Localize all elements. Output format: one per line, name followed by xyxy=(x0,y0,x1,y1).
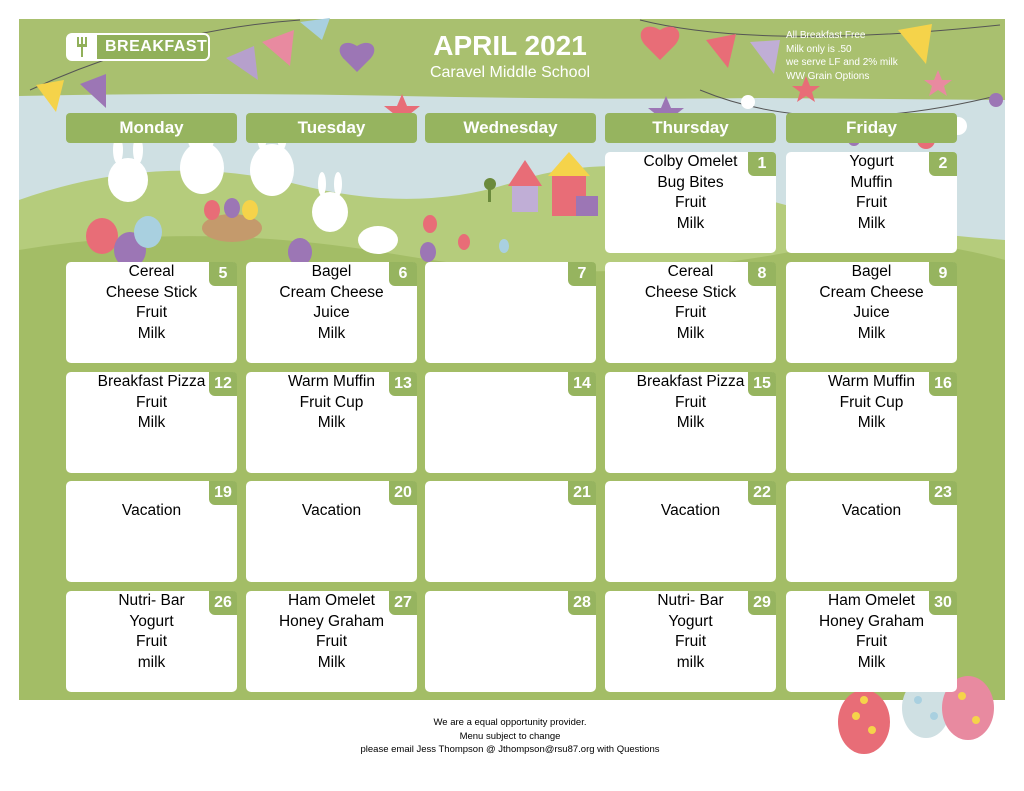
menu-item: Milk xyxy=(317,653,346,671)
menu-item: Cheese Stick xyxy=(644,283,737,301)
breakfast-notes xyxy=(786,29,986,83)
day-cell xyxy=(66,481,237,582)
menu-item: Milk xyxy=(317,324,346,342)
day-number: 29 xyxy=(748,591,776,615)
menu-items xyxy=(66,591,237,673)
menu-item: Bagel xyxy=(311,263,352,280)
day-number: 6 xyxy=(389,262,417,286)
note-line: WW Grain Options xyxy=(786,70,870,82)
menu-items xyxy=(605,152,776,234)
day-number: 7 xyxy=(568,262,596,286)
day-number: 27 xyxy=(389,591,417,615)
menu-items xyxy=(246,501,417,522)
menu-items xyxy=(605,501,776,522)
day-cell xyxy=(425,262,596,363)
day-number: 1 xyxy=(748,152,776,176)
menu-item: Juice xyxy=(313,304,350,321)
day-cell xyxy=(425,591,596,692)
day-cell xyxy=(786,262,957,363)
menu-item: Milk xyxy=(137,414,166,431)
footer-equal-opportunity: We are a equal opportunity provider. xyxy=(433,717,587,728)
menu-item: Fruit xyxy=(136,393,167,411)
menu-item: Juice xyxy=(853,304,890,321)
menu-item: Fruit xyxy=(675,194,706,211)
day-cell xyxy=(246,262,417,363)
menu-item: Vacation xyxy=(301,502,362,519)
menu-items xyxy=(605,591,776,673)
menu-item: Fruit Cup xyxy=(839,393,904,411)
menu-item: Yogurt xyxy=(129,612,174,630)
day-number: 21 xyxy=(568,481,596,505)
day-cell xyxy=(66,591,237,692)
day-cell xyxy=(786,591,957,692)
day-header-wednesday: Wednesday xyxy=(425,113,596,143)
menu-items xyxy=(605,262,776,344)
day-cell xyxy=(66,372,237,473)
logo-label: BREAKFAST xyxy=(105,38,208,55)
menu-item: Milk xyxy=(676,214,705,232)
day-cell xyxy=(786,372,957,473)
day-cell xyxy=(425,481,596,582)
menu-item: Milk xyxy=(857,324,886,342)
menu-item: Milk xyxy=(857,653,886,671)
day-cell xyxy=(425,372,596,473)
menu-item: Fruit xyxy=(856,194,887,211)
menu-item: Cream Cheese xyxy=(279,283,384,301)
menu-item: Fruit xyxy=(136,304,167,321)
footer-menu-note: Menu subject to change xyxy=(459,730,561,742)
menu-items xyxy=(786,501,957,522)
footer-contact: please email Jess Thompson @ Jthompson@rsu87.org with Questions xyxy=(360,744,660,755)
menu-item: Milk xyxy=(317,414,346,431)
day-header-monday: Monday xyxy=(66,113,237,143)
day-cell xyxy=(786,152,957,253)
school-name: Caravel Middle School xyxy=(429,64,591,81)
day-number: 14 xyxy=(568,372,596,396)
day-number: 2 xyxy=(929,152,957,176)
day-cell xyxy=(66,262,237,363)
fork-icon xyxy=(67,34,97,60)
day-cell xyxy=(605,372,776,473)
day-number: 22 xyxy=(748,481,776,505)
menu-item: Milk xyxy=(857,414,886,431)
day-number: 15 xyxy=(748,372,776,396)
menu-item: Nutri- Bar xyxy=(657,592,724,609)
menu-item: Milk xyxy=(676,414,705,431)
footer xyxy=(300,716,720,757)
menu-item: Fruit xyxy=(675,393,706,411)
menu-item: Fruit xyxy=(136,633,167,650)
menu-item: Milk xyxy=(857,214,886,232)
menu-item: Warm Muffin xyxy=(828,373,915,390)
day-number: 26 xyxy=(209,591,237,615)
menu-item: Bagel xyxy=(851,263,892,280)
day-cell xyxy=(605,152,776,253)
menu-item: Fruit xyxy=(675,304,706,321)
menu-item: milk xyxy=(676,653,705,671)
breakfast-logo xyxy=(66,33,210,61)
menu-item: Vacation xyxy=(841,502,902,519)
menu-item: Bug Bites xyxy=(657,173,724,191)
menu-items xyxy=(786,372,957,434)
menu-item: Vacation xyxy=(121,502,182,519)
menu-item: Warm Muffin xyxy=(288,373,375,390)
menu-item: Milk xyxy=(676,324,705,342)
menu-item: Fruit xyxy=(316,633,347,650)
menu-item: Breakfast Pizza xyxy=(636,373,745,390)
day-number: 23 xyxy=(929,481,957,505)
day-cell xyxy=(246,372,417,473)
day-number: 13 xyxy=(389,372,417,396)
menu-item: Honey Graham xyxy=(278,612,385,630)
menu-item: Cereal xyxy=(667,263,714,280)
note-line: we serve LF and 2% milk xyxy=(786,57,898,68)
day-number: 30 xyxy=(929,591,957,615)
menu-items xyxy=(66,262,237,344)
day-cell xyxy=(605,262,776,363)
day-number: 28 xyxy=(568,591,596,615)
menu-item: milk xyxy=(137,653,166,671)
menu-item: Cereal xyxy=(128,263,175,280)
day-number: 12 xyxy=(209,372,237,396)
menu-items xyxy=(66,372,237,434)
menu-item: Breakfast Pizza xyxy=(97,373,206,390)
menu-item: Yogurt xyxy=(849,153,894,170)
menu-item: Muffin xyxy=(850,173,893,191)
menu-item: Fruit Cup xyxy=(299,393,364,411)
day-number: 19 xyxy=(209,481,237,505)
menu-items xyxy=(66,501,237,522)
menu-item: Fruit xyxy=(856,633,887,650)
day-cell xyxy=(246,591,417,692)
day-cell xyxy=(246,481,417,582)
menu-items xyxy=(786,591,957,673)
menu-items xyxy=(786,262,957,344)
note-line: Milk only is .50 xyxy=(786,43,852,55)
menu-items xyxy=(246,591,417,673)
menu-items xyxy=(246,372,417,434)
menu-items xyxy=(246,262,417,344)
day-cell xyxy=(605,591,776,692)
menu-item: Milk xyxy=(137,324,166,342)
note-line: All Breakfast Free xyxy=(786,30,866,41)
menu-item: Colby Omelet xyxy=(643,153,738,170)
menu-item: Nutri- Bar xyxy=(118,592,185,609)
menu-items xyxy=(786,152,957,234)
day-number: 20 xyxy=(389,481,417,505)
day-cell xyxy=(605,481,776,582)
day-header-friday: Friday xyxy=(786,113,957,143)
menu-item: Fruit xyxy=(675,633,706,650)
day-number: 9 xyxy=(929,262,957,286)
menu-item: Yogurt xyxy=(668,612,713,630)
day-number: 5 xyxy=(209,262,237,286)
menu-item: Honey Graham xyxy=(818,612,925,630)
menu-item: Cream Cheese xyxy=(819,283,924,301)
day-header-tuesday: Tuesday xyxy=(246,113,417,143)
menu-items xyxy=(605,372,776,434)
menu-item: Ham Omelet xyxy=(288,592,375,609)
menu-item: Vacation xyxy=(660,502,721,519)
day-cell xyxy=(786,481,957,582)
day-number: 8 xyxy=(748,262,776,286)
month-title: APRIL 2021 xyxy=(433,30,587,61)
day-header-thursday: Thursday xyxy=(605,113,776,143)
day-number: 16 xyxy=(929,372,957,396)
menu-item: Ham Omelet xyxy=(828,592,915,609)
menu-item: Cheese Stick xyxy=(105,283,198,301)
